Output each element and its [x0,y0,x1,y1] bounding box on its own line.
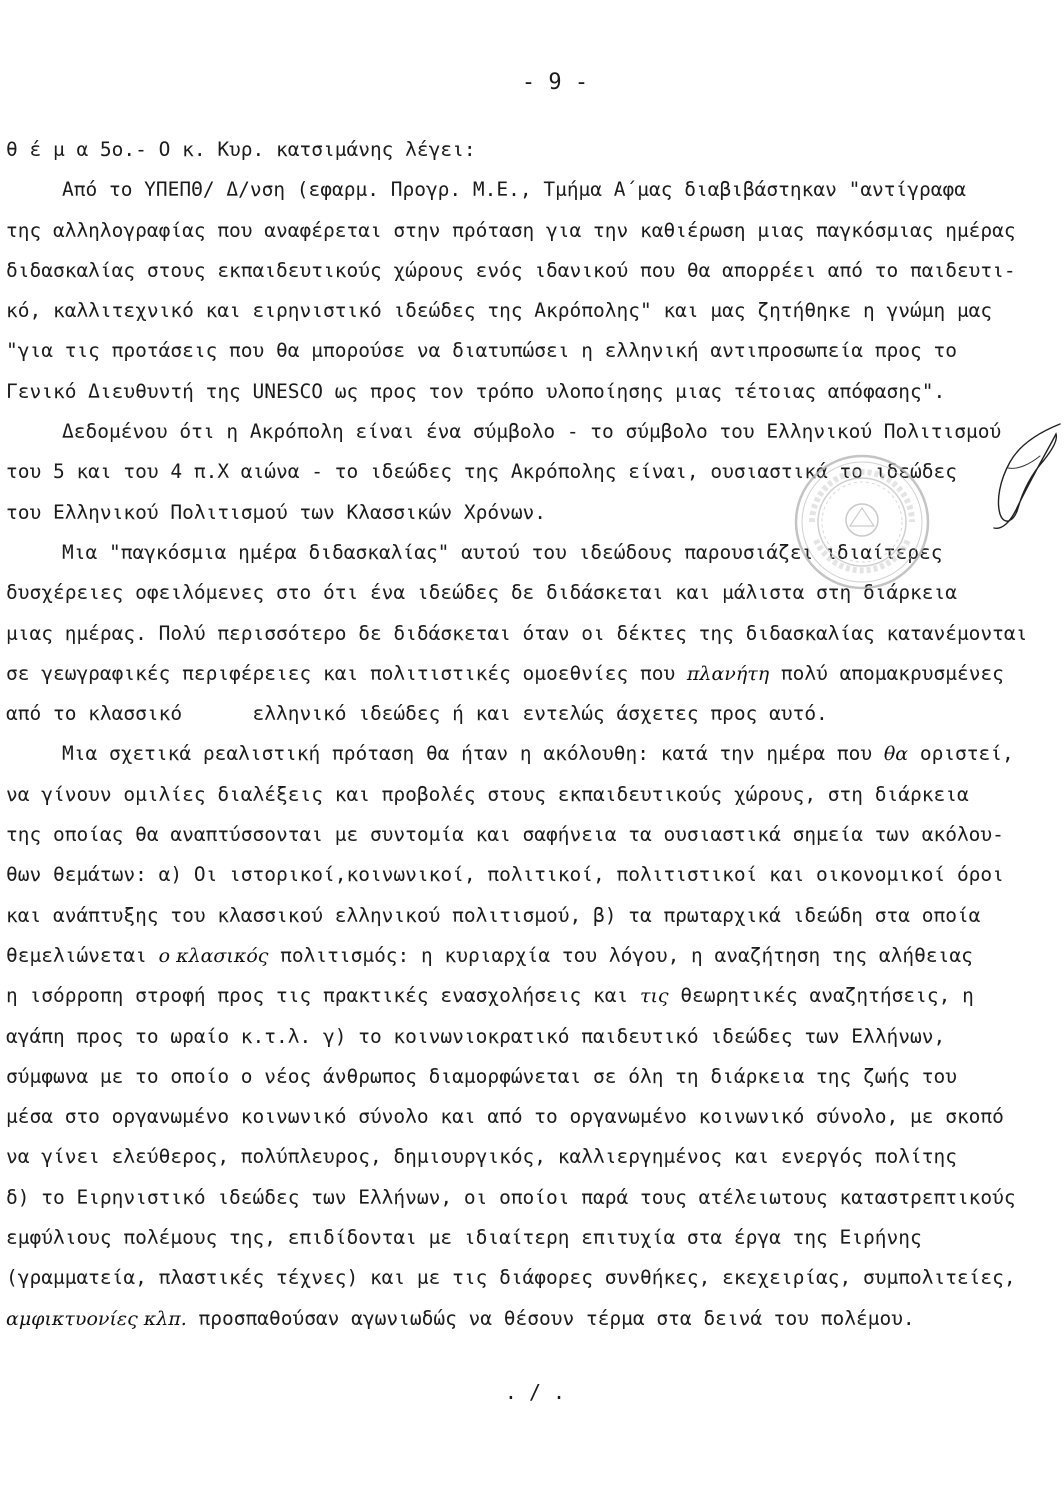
text-line [0,1057,1064,1097]
typed-text: Δεδομένου ότι η Ακρόπολη είναι ένα σύμβολο - το σύμβολο του Ελληνικού Πολιτισμού [62,420,1002,444]
typed-text: μιας ημέρας. Πολύ περισσότερο δε διδάσκεται όταν οι δέκτες της διδασκαλίας κατανέμονται [6,621,1028,645]
typed-text: Μια "παγκόσμια ημέρα διδασκαλίας" αυτού του ιδεώδους παρουσιάζει ιδιαίτερες [62,540,943,564]
text-line [0,211,1064,251]
typed-text: πολιτισμός: η κυριαρχία του λόγου, η αναζήτηση της αλήθειας [268,943,973,967]
text-line [0,1218,1064,1258]
typed-text: προσπαθούσαν αγωνιωδώς να θέσουν τέρμα στα δεινά του πολέμου. [186,1306,915,1330]
typed-text: εμφύλιους πολέμους της, επιδίδονται με ιδιαίτερη επιτυχία στα έργα της Ειρήνης [6,1226,922,1250]
text-line [0,1258,1064,1298]
typed-text: της αλληλογραφίας που αναφέρεται στην πρόταση για την καθιέρωση μιας παγκόσμιας ημέρας [6,218,1016,242]
handwritten-insertion: ο κλασικός [158,944,269,967]
text-line [0,976,1064,1016]
typed-text: του Ελληνικού Πολιτισμού των Κλασσικών Χρόνων. [6,500,547,524]
typed-text: "για τις προτάσεις που θα μπορούσε να διατυπώσει η ελληνική αντιπροσωπεία προς το [6,339,957,363]
typed-text: η ισόρροπη στροφή προς τις πρακτικές ενασχολήσεις και [6,984,640,1008]
typed-text: της οποίας θα αναπτύσσονται με συντομία και σαφήνεια τα ουσιαστικά σημεία των ακόλου- [6,823,1004,847]
typed-text: θ έ μ α 5ο.- Ο κ. Κυρ. κατσιμάνης λέγει: [6,138,476,161]
handwritten-insertion: αμφικτυονίες κλπ. [6,1307,187,1330]
typed-text: δυσχέρειες οφειλόμενες στο ότι ένα ιδεώδες δε διδάσκεται και μάλιστα στη διάρκεια [6,581,957,605]
handwritten-insertion: πλανήτη [686,662,770,685]
typed-text: Από το ΥΠΕΠΘ/ Δ/νση (εφαρμ. Προγρ. Μ.Ε., Τμήμα Α΄μας διαβιβάστηκαν "αντίγραφα [62,178,966,202]
text-line [0,936,1064,976]
typed-text: διδασκαλίας στους εκπαιδευτικούς χώρους ενός ιδανικού που θα απορρέει από το παιδευτι- [6,258,1016,282]
typed-text: θων θεμάτων: α) Οι ιστορικοί,κοινωνικοί, πολιτικοί, πολιτιστικοί και οικονομικοί όροι [6,863,1004,887]
typed-text: από το κλασσικό ελληνικό ιδεώδες ή και εντελώς άσχετες προς αυτό. [6,702,828,726]
typed-text: Μια σχετικά ρεαλιστική πρόταση θα ήταν η ακόλουθη: κατά την ημέρα που [62,742,884,766]
text-line [0,734,1064,774]
text-line [0,251,1064,291]
text-line [0,1097,1064,1137]
typed-text: (γραμματεία, πλαστικές τέχνες) και με τις διάφορες συνθήκες, εκεχειρίας, συμπολιτείες, [6,1266,1016,1290]
typed-text: να γίνει ελεύθερος, πολύπλευρος, δημιουργικός, καλλιεργημένος και ενεργός πολίτης [6,1145,957,1169]
text-line [0,291,1064,331]
text-line [0,775,1064,815]
continuation-mark: . / . [504,1380,566,1404]
text-line [0,170,1064,210]
page-number: - 9 - [521,70,589,95]
typed-text: αγάπη προς το ωραίο κ.τ.λ. γ) το κοινωνιοκρατικό παιδευτικό ιδεώδες των Ελλήνων, [6,1024,946,1048]
text-line [0,1178,1064,1218]
typed-text: του 5 και του 4 π.Χ αιώνα - το ιδεώδες της Ακρόπολης είναι, ουσιαστικά το ιδεώδες [6,460,957,484]
handwritten-insertion: θα [883,743,909,766]
handwritten-signature-icon [960,410,1064,540]
text-line [0,412,1064,452]
text-line [0,1017,1064,1057]
typed-text: οριστεί, [908,742,1014,766]
handwritten-insertion: τις [639,985,669,1008]
text-line [0,331,1064,371]
typed-text: σύμφωνα με το οποίο ο νέος άνθρωπος διαμορφώνεται σε όλη τη διάρκεια της ζωής του [6,1064,957,1088]
typed-text: σε γεωγραφικές περιφέρειες και πολιτιστικές ομοεθνίες που [6,661,687,685]
typed-text: και ανάπτυξης του κλασσικού ελληνικού πολιτισμού, β) τα πρωταρχικά ιδεώδη στα οποία [6,903,981,927]
typed-text: κό, καλλιτεχνικό και ειρηνιστικό ιδεώδες της Ακρόπολης" και μας ζητήθηκε η γνώμη μας [6,299,993,323]
text-line [0,614,1064,654]
typed-text: πολύ απομακρυσμένες [769,661,1004,685]
text-line [0,372,1064,412]
typed-text: δ) το Ειρηνιστικό ιδεώδες των Ελλήνων, οι οποίοι παρά τους ατέλειωτους καταστρεπτικούς [6,1185,1016,1209]
typed-text: θεωρητικές αναζητήσεις, η [668,984,974,1008]
typed-text: μέσα στο οργανωμένο κοινωνικό σύνολο και από το οργανωμένο κοινωνικό σύνολο, με σκοπό [6,1105,1004,1129]
heading-line [0,130,1064,170]
document-body [0,130,1064,1339]
typed-text: να γίνουν ομιλίες διαλέξεις και προβολές στους εκπαιδευτικούς χώρους, στη διάρκεια [6,782,969,806]
text-line [0,1137,1064,1177]
text-line [0,654,1064,694]
text-line [0,855,1064,895]
text-line [0,694,1064,734]
typed-text: Γενικό Διευθυντή της UNESCO ως προς τον τρόπο υλοποίησης μιας τέτοιας απόφασης". [6,379,946,403]
official-seal-icon [792,452,932,592]
typed-text: θεμελιώνεται [6,943,159,967]
text-line [0,1299,1064,1339]
text-line [0,815,1064,855]
text-line [0,896,1064,936]
